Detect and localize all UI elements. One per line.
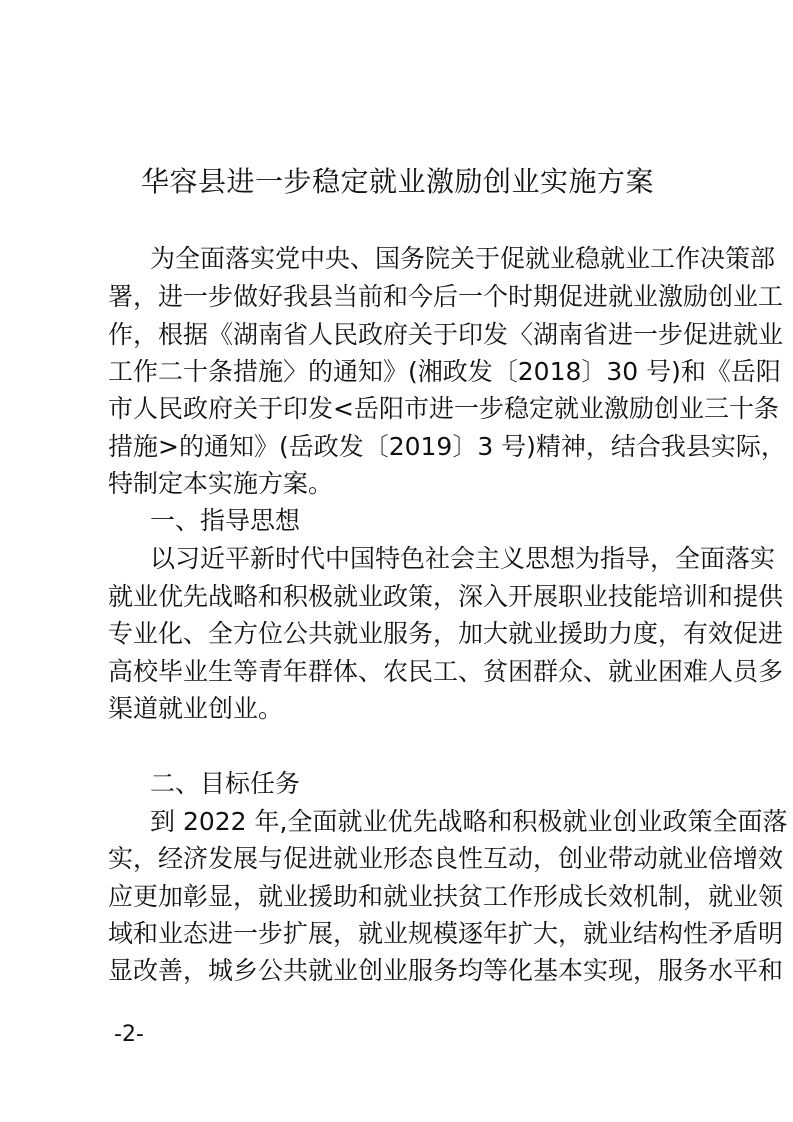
section-heading-goals: 二、目标任务 [150,769,301,798]
paragraph-line: 特制定本实施方案。 [108,469,334,498]
document-title: 华容县进一步稳定就业激励创业实施方案 [140,165,654,198]
paragraph-line: 专业化、全方位公共就业服务，加大就业援助力度，有效促进 [108,619,784,648]
paragraph-line: 渠道就业创业。 [108,694,284,723]
paragraph-line: 就业优先战略和积极就业政策，深入开展职业技能培训和提供 [108,582,784,611]
paragraph-line: 为全面落实党中央、国务院关于促就业稳就业工作决策部 [150,244,776,273]
paragraph-line: 应更加彰显，就业援助和就业扶贫工作形成长效机制，就业领 [108,882,784,911]
paragraph-line: 以习近平新时代中国特色社会主义思想为指导，全面落实 [150,544,776,573]
paragraph-line: 署，进一步做好我县当前和今后一个时期促进就业激励创业工 [108,282,784,311]
paragraph-line: 高校毕业生等青年群体、农民工、贫困群众、就业困难人员多 [108,657,784,686]
paragraph-line: 到 2022 年,全面就业优先战略和积极就业创业政策全面落 [150,807,788,836]
page-number: -2- [114,1022,144,1047]
paragraph-line: 显改善，城乡公共就业创业服务均等化基本实现，服务水平和 [108,956,784,985]
paragraph-line: 市人民政府关于印发<岳阳市进一步稳定就业激励创业三十条 [108,394,779,423]
section-heading-guiding-ideology: 一、指导思想 [150,506,301,535]
paragraph-line: 实，经济发展与促进就业形态良性互动，创业带动就业倍增效 [108,844,784,873]
paragraph-line: 工作二十条措施〉的通知》(湘政发〔2018〕30 号)和《岳阳 [108,357,781,386]
paragraph-line: 域和业态进一步扩展，就业规模逐年扩大，就业结构性矛盾明 [108,919,784,948]
paragraph-line: 措施>的通知》(岳政发〔2019〕3 号)精神，结合我县实际， [108,432,786,461]
paragraph-line: 作，根据《湖南省人民政府关于印发〈湖南省进一步促进就业 [108,320,784,349]
